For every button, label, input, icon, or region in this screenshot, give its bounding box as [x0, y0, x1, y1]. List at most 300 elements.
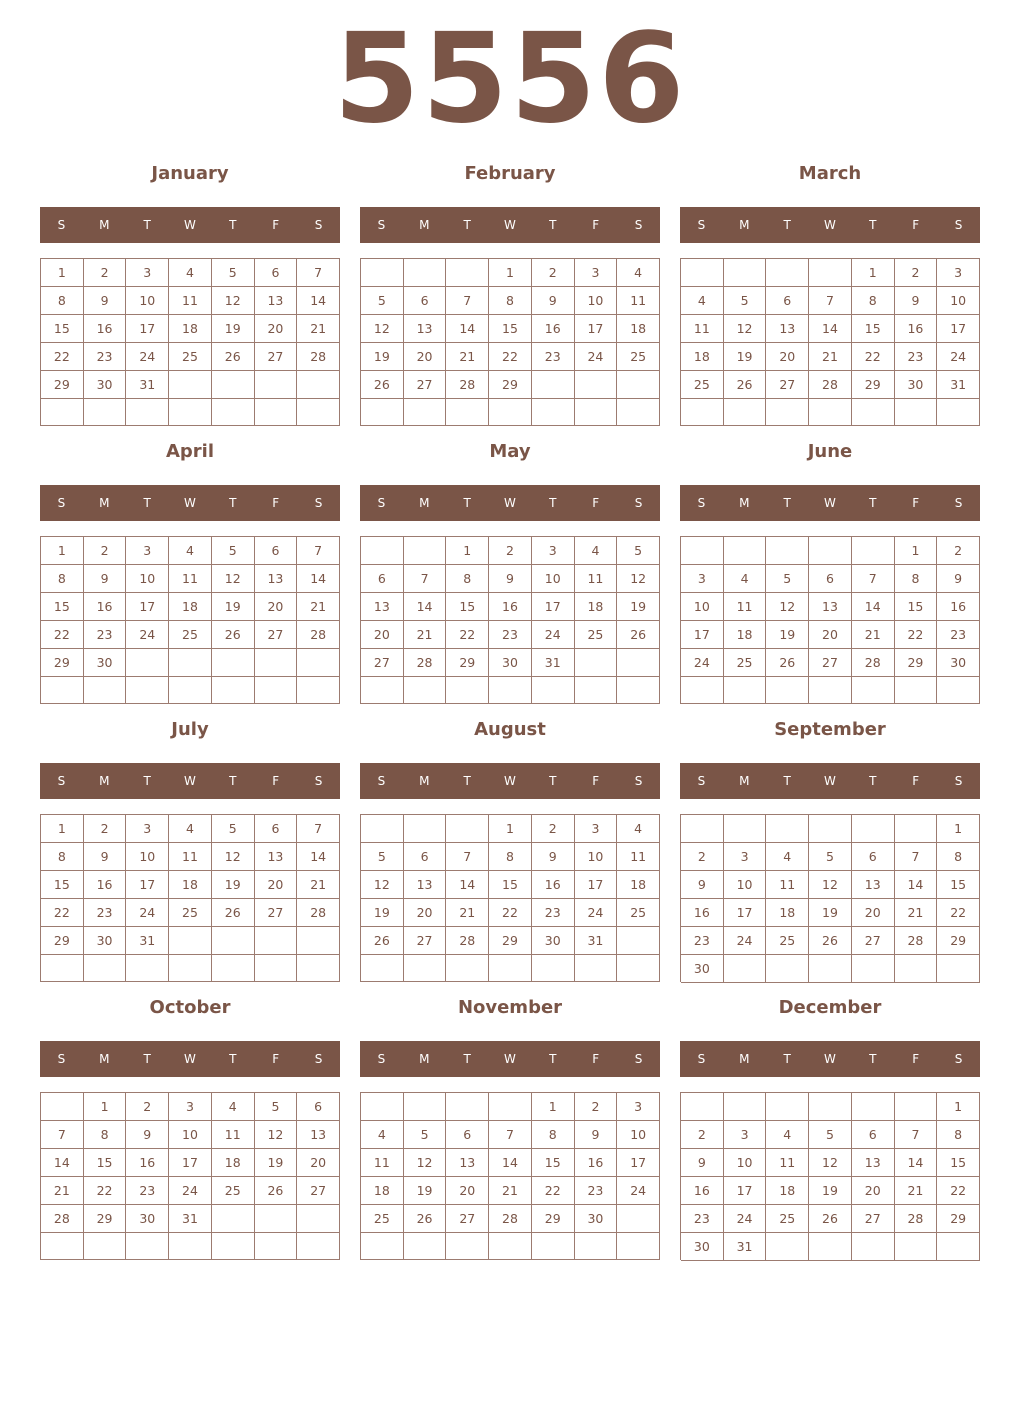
day-cell[interactable]: 25 — [617, 343, 660, 371]
day-cell[interactable]: 21 — [404, 621, 447, 649]
day-cell[interactable]: 22 — [84, 1177, 127, 1205]
day-cell[interactable]: 12 — [255, 1121, 298, 1149]
day-cell[interactable]: 19 — [361, 343, 404, 371]
day-cell[interactable]: 2 — [895, 259, 938, 287]
day-cell[interactable]: 29 — [937, 1205, 980, 1233]
day-cell[interactable]: 20 — [255, 871, 298, 899]
day-cell[interactable]: 16 — [532, 315, 575, 343]
day-cell[interactable]: 17 — [681, 621, 724, 649]
day-cell[interactable]: 25 — [212, 1177, 255, 1205]
day-cell[interactable]: 12 — [361, 871, 404, 899]
day-cell[interactable]: 18 — [361, 1177, 404, 1205]
day-cell[interactable]: 30 — [681, 1233, 724, 1261]
day-cell[interactable]: 2 — [532, 815, 575, 843]
day-cell[interactable]: 1 — [937, 815, 980, 843]
day-cell[interactable]: 4 — [681, 287, 724, 315]
day-cell[interactable]: 21 — [297, 871, 340, 899]
day-cell[interactable]: 1 — [937, 1093, 980, 1121]
day-cell[interactable]: 9 — [84, 287, 127, 315]
day-cell[interactable]: 11 — [361, 1149, 404, 1177]
day-cell[interactable]: 26 — [404, 1205, 447, 1233]
day-cell[interactable]: 27 — [361, 649, 404, 677]
day-cell[interactable]: 4 — [617, 259, 660, 287]
day-cell[interactable]: 23 — [84, 343, 127, 371]
day-cell[interactable]: 12 — [766, 593, 809, 621]
day-cell[interactable]: 23 — [532, 343, 575, 371]
day-cell[interactable]: 27 — [255, 343, 298, 371]
day-cell[interactable]: 9 — [126, 1121, 169, 1149]
day-cell[interactable]: 9 — [575, 1121, 618, 1149]
day-cell[interactable]: 24 — [126, 343, 169, 371]
day-cell[interactable]: 7 — [41, 1121, 84, 1149]
day-cell[interactable]: 10 — [126, 843, 169, 871]
day-cell[interactable]: 16 — [84, 871, 127, 899]
day-cell[interactable]: 5 — [255, 1093, 298, 1121]
day-cell[interactable]: 13 — [852, 1149, 895, 1177]
day-cell[interactable]: 27 — [404, 927, 447, 955]
day-cell[interactable]: 28 — [809, 371, 852, 399]
day-cell[interactable]: 20 — [852, 1177, 895, 1205]
day-cell[interactable]: 25 — [169, 899, 212, 927]
day-cell[interactable]: 1 — [852, 259, 895, 287]
day-cell[interactable]: 28 — [895, 927, 938, 955]
day-cell[interactable]: 23 — [489, 621, 532, 649]
day-cell[interactable]: 16 — [575, 1149, 618, 1177]
day-cell[interactable]: 16 — [681, 1177, 724, 1205]
day-cell[interactable]: 11 — [575, 565, 618, 593]
day-cell[interactable]: 16 — [84, 593, 127, 621]
day-cell[interactable]: 7 — [895, 1121, 938, 1149]
day-cell[interactable]: 7 — [446, 843, 489, 871]
day-cell[interactable]: 13 — [255, 565, 298, 593]
day-cell[interactable]: 13 — [361, 593, 404, 621]
day-cell[interactable]: 10 — [126, 565, 169, 593]
day-cell[interactable]: 29 — [489, 927, 532, 955]
day-cell[interactable]: 15 — [446, 593, 489, 621]
day-cell[interactable]: 12 — [404, 1149, 447, 1177]
day-cell[interactable]: 20 — [766, 343, 809, 371]
day-cell[interactable]: 9 — [895, 287, 938, 315]
day-cell[interactable]: 13 — [297, 1121, 340, 1149]
day-cell[interactable]: 8 — [532, 1121, 575, 1149]
day-cell[interactable]: 24 — [681, 649, 724, 677]
day-cell[interactable]: 3 — [126, 259, 169, 287]
day-cell[interactable]: 1 — [895, 537, 938, 565]
day-cell[interactable]: 24 — [575, 343, 618, 371]
day-cell[interactable]: 7 — [895, 843, 938, 871]
day-cell[interactable]: 22 — [41, 343, 84, 371]
day-cell[interactable]: 11 — [617, 287, 660, 315]
day-cell[interactable]: 5 — [766, 565, 809, 593]
day-cell[interactable]: 21 — [446, 343, 489, 371]
day-cell[interactable]: 21 — [297, 593, 340, 621]
day-cell[interactable]: 30 — [84, 649, 127, 677]
day-cell[interactable]: 9 — [84, 843, 127, 871]
day-cell[interactable]: 21 — [297, 315, 340, 343]
day-cell[interactable]: 11 — [617, 843, 660, 871]
day-cell[interactable]: 11 — [212, 1121, 255, 1149]
day-cell[interactable]: 16 — [489, 593, 532, 621]
day-cell[interactable]: 25 — [766, 927, 809, 955]
day-cell[interactable]: 25 — [169, 343, 212, 371]
day-cell[interactable]: 15 — [532, 1149, 575, 1177]
day-cell[interactable]: 27 — [446, 1205, 489, 1233]
day-cell[interactable]: 29 — [532, 1205, 575, 1233]
day-cell[interactable]: 9 — [532, 843, 575, 871]
day-cell[interactable]: 12 — [212, 287, 255, 315]
day-cell[interactable]: 10 — [724, 1149, 767, 1177]
day-cell[interactable]: 3 — [724, 843, 767, 871]
day-cell[interactable]: 19 — [212, 593, 255, 621]
day-cell[interactable]: 10 — [681, 593, 724, 621]
day-cell[interactable]: 23 — [84, 899, 127, 927]
day-cell[interactable]: 13 — [446, 1149, 489, 1177]
day-cell[interactable]: 2 — [681, 1121, 724, 1149]
day-cell[interactable]: 31 — [937, 371, 980, 399]
day-cell[interactable]: 19 — [766, 621, 809, 649]
day-cell[interactable]: 9 — [84, 565, 127, 593]
day-cell[interactable]: 8 — [41, 565, 84, 593]
day-cell[interactable]: 2 — [126, 1093, 169, 1121]
day-cell[interactable]: 6 — [446, 1121, 489, 1149]
day-cell[interactable]: 16 — [84, 315, 127, 343]
day-cell[interactable]: 6 — [255, 259, 298, 287]
day-cell[interactable]: 25 — [169, 621, 212, 649]
day-cell[interactable]: 17 — [169, 1149, 212, 1177]
day-cell[interactable]: 30 — [84, 371, 127, 399]
day-cell[interactable]: 12 — [809, 1149, 852, 1177]
day-cell[interactable]: 20 — [809, 621, 852, 649]
day-cell[interactable]: 24 — [617, 1177, 660, 1205]
day-cell[interactable]: 20 — [255, 315, 298, 343]
day-cell[interactable]: 24 — [724, 927, 767, 955]
day-cell[interactable]: 17 — [724, 899, 767, 927]
day-cell[interactable]: 6 — [852, 1121, 895, 1149]
day-cell[interactable]: 10 — [575, 843, 618, 871]
day-cell[interactable]: 8 — [446, 565, 489, 593]
day-cell[interactable]: 13 — [255, 843, 298, 871]
day-cell[interactable]: 22 — [895, 621, 938, 649]
day-cell[interactable]: 1 — [489, 259, 532, 287]
day-cell[interactable]: 14 — [446, 315, 489, 343]
day-cell[interactable]: 23 — [681, 927, 724, 955]
day-cell[interactable]: 27 — [852, 927, 895, 955]
day-cell[interactable]: 31 — [126, 927, 169, 955]
day-cell[interactable]: 15 — [937, 1149, 980, 1177]
day-cell[interactable]: 26 — [766, 649, 809, 677]
day-cell[interactable]: 9 — [681, 1149, 724, 1177]
day-cell[interactable]: 17 — [126, 315, 169, 343]
day-cell[interactable]: 3 — [575, 259, 618, 287]
day-cell[interactable]: 29 — [84, 1205, 127, 1233]
day-cell[interactable]: 25 — [766, 1205, 809, 1233]
day-cell[interactable]: 20 — [404, 899, 447, 927]
day-cell[interactable]: 2 — [937, 537, 980, 565]
day-cell[interactable]: 5 — [404, 1121, 447, 1149]
day-cell[interactable]: 22 — [41, 621, 84, 649]
day-cell[interactable]: 11 — [169, 843, 212, 871]
day-cell[interactable]: 20 — [361, 621, 404, 649]
day-cell[interactable]: 4 — [766, 843, 809, 871]
day-cell[interactable]: 29 — [41, 649, 84, 677]
day-cell[interactable]: 29 — [446, 649, 489, 677]
day-cell[interactable]: 26 — [361, 371, 404, 399]
day-cell[interactable]: 25 — [724, 649, 767, 677]
day-cell[interactable]: 4 — [575, 537, 618, 565]
day-cell[interactable]: 26 — [724, 371, 767, 399]
day-cell[interactable]: 5 — [617, 537, 660, 565]
day-cell[interactable]: 20 — [852, 899, 895, 927]
day-cell[interactable]: 26 — [212, 343, 255, 371]
day-cell[interactable]: 2 — [681, 843, 724, 871]
day-cell[interactable]: 29 — [41, 371, 84, 399]
day-cell[interactable]: 3 — [724, 1121, 767, 1149]
day-cell[interactable]: 23 — [681, 1205, 724, 1233]
day-cell[interactable]: 31 — [169, 1205, 212, 1233]
day-cell[interactable]: 2 — [575, 1093, 618, 1121]
day-cell[interactable]: 8 — [41, 287, 84, 315]
day-cell[interactable]: 28 — [852, 649, 895, 677]
day-cell[interactable]: 23 — [895, 343, 938, 371]
day-cell[interactable]: 12 — [361, 315, 404, 343]
day-cell[interactable]: 22 — [937, 899, 980, 927]
day-cell[interactable]: 27 — [297, 1177, 340, 1205]
day-cell[interactable]: 3 — [937, 259, 980, 287]
day-cell[interactable]: 30 — [895, 371, 938, 399]
day-cell[interactable]: 15 — [937, 871, 980, 899]
day-cell[interactable]: 27 — [255, 621, 298, 649]
day-cell[interactable]: 22 — [489, 899, 532, 927]
day-cell[interactable]: 22 — [446, 621, 489, 649]
day-cell[interactable]: 25 — [575, 621, 618, 649]
day-cell[interactable]: 18 — [169, 593, 212, 621]
day-cell[interactable]: 28 — [446, 371, 489, 399]
day-cell[interactable]: 14 — [852, 593, 895, 621]
day-cell[interactable]: 6 — [255, 815, 298, 843]
day-cell[interactable]: 13 — [809, 593, 852, 621]
day-cell[interactable]: 19 — [404, 1177, 447, 1205]
day-cell[interactable]: 20 — [446, 1177, 489, 1205]
day-cell[interactable]: 27 — [852, 1205, 895, 1233]
day-cell[interactable]: 14 — [297, 843, 340, 871]
day-cell[interactable]: 14 — [41, 1149, 84, 1177]
day-cell[interactable]: 18 — [617, 315, 660, 343]
day-cell[interactable]: 5 — [361, 287, 404, 315]
day-cell[interactable]: 13 — [766, 315, 809, 343]
day-cell[interactable]: 17 — [575, 871, 618, 899]
day-cell[interactable]: 22 — [937, 1177, 980, 1205]
day-cell[interactable]: 18 — [212, 1149, 255, 1177]
day-cell[interactable]: 13 — [852, 871, 895, 899]
day-cell[interactable]: 26 — [255, 1177, 298, 1205]
day-cell[interactable]: 15 — [41, 871, 84, 899]
day-cell[interactable]: 29 — [895, 649, 938, 677]
day-cell[interactable]: 24 — [126, 621, 169, 649]
day-cell[interactable]: 30 — [489, 649, 532, 677]
day-cell[interactable]: 11 — [724, 593, 767, 621]
day-cell[interactable]: 8 — [41, 843, 84, 871]
day-cell[interactable]: 13 — [255, 287, 298, 315]
day-cell[interactable]: 9 — [681, 871, 724, 899]
day-cell[interactable]: 22 — [852, 343, 895, 371]
day-cell[interactable]: 17 — [724, 1177, 767, 1205]
day-cell[interactable]: 6 — [404, 287, 447, 315]
day-cell[interactable]: 8 — [489, 843, 532, 871]
day-cell[interactable]: 26 — [617, 621, 660, 649]
day-cell[interactable]: 11 — [169, 287, 212, 315]
day-cell[interactable]: 30 — [532, 927, 575, 955]
day-cell[interactable]: 10 — [617, 1121, 660, 1149]
day-cell[interactable]: 17 — [617, 1149, 660, 1177]
day-cell[interactable]: 14 — [297, 287, 340, 315]
day-cell[interactable]: 27 — [404, 371, 447, 399]
day-cell[interactable]: 1 — [41, 537, 84, 565]
day-cell[interactable]: 28 — [404, 649, 447, 677]
day-cell[interactable]: 2 — [489, 537, 532, 565]
day-cell[interactable]: 5 — [212, 537, 255, 565]
day-cell[interactable]: 1 — [84, 1093, 127, 1121]
day-cell[interactable]: 13 — [404, 871, 447, 899]
day-cell[interactable]: 29 — [41, 927, 84, 955]
day-cell[interactable]: 23 — [575, 1177, 618, 1205]
day-cell[interactable]: 2 — [532, 259, 575, 287]
day-cell[interactable]: 22 — [41, 899, 84, 927]
day-cell[interactable]: 30 — [84, 927, 127, 955]
day-cell[interactable]: 21 — [809, 343, 852, 371]
day-cell[interactable]: 27 — [255, 899, 298, 927]
day-cell[interactable]: 19 — [724, 343, 767, 371]
day-cell[interactable]: 17 — [126, 593, 169, 621]
day-cell[interactable]: 16 — [937, 593, 980, 621]
day-cell[interactable]: 31 — [575, 927, 618, 955]
day-cell[interactable]: 6 — [361, 565, 404, 593]
day-cell[interactable]: 8 — [895, 565, 938, 593]
day-cell[interactable]: 21 — [489, 1177, 532, 1205]
day-cell[interactable]: 4 — [169, 259, 212, 287]
day-cell[interactable]: 14 — [489, 1149, 532, 1177]
day-cell[interactable]: 4 — [169, 537, 212, 565]
day-cell[interactable]: 2 — [84, 537, 127, 565]
day-cell[interactable]: 17 — [532, 593, 575, 621]
day-cell[interactable]: 21 — [895, 1177, 938, 1205]
day-cell[interactable]: 18 — [575, 593, 618, 621]
day-cell[interactable]: 7 — [297, 537, 340, 565]
day-cell[interactable]: 7 — [297, 259, 340, 287]
day-cell[interactable]: 8 — [937, 843, 980, 871]
day-cell[interactable]: 19 — [212, 315, 255, 343]
day-cell[interactable]: 12 — [617, 565, 660, 593]
day-cell[interactable]: 12 — [212, 843, 255, 871]
day-cell[interactable]: 24 — [126, 899, 169, 927]
day-cell[interactable]: 3 — [575, 815, 618, 843]
day-cell[interactable]: 28 — [41, 1205, 84, 1233]
day-cell[interactable]: 5 — [212, 259, 255, 287]
day-cell[interactable]: 3 — [532, 537, 575, 565]
day-cell[interactable]: 25 — [617, 899, 660, 927]
day-cell[interactable]: 23 — [126, 1177, 169, 1205]
day-cell[interactable]: 30 — [937, 649, 980, 677]
day-cell[interactable]: 17 — [126, 871, 169, 899]
day-cell[interactable]: 6 — [297, 1093, 340, 1121]
day-cell[interactable]: 4 — [212, 1093, 255, 1121]
day-cell[interactable]: 11 — [169, 565, 212, 593]
day-cell[interactable]: 21 — [852, 621, 895, 649]
day-cell[interactable]: 15 — [489, 871, 532, 899]
day-cell[interactable]: 10 — [575, 287, 618, 315]
day-cell[interactable]: 5 — [809, 843, 852, 871]
day-cell[interactable]: 10 — [169, 1121, 212, 1149]
day-cell[interactable]: 26 — [361, 927, 404, 955]
day-cell[interactable]: 30 — [126, 1205, 169, 1233]
day-cell[interactable]: 6 — [766, 287, 809, 315]
day-cell[interactable]: 4 — [724, 565, 767, 593]
day-cell[interactable]: 4 — [169, 815, 212, 843]
day-cell[interactable]: 29 — [937, 927, 980, 955]
day-cell[interactable]: 30 — [575, 1205, 618, 1233]
day-cell[interactable]: 12 — [212, 565, 255, 593]
day-cell[interactable]: 28 — [489, 1205, 532, 1233]
day-cell[interactable]: 6 — [255, 537, 298, 565]
day-cell[interactable]: 13 — [404, 315, 447, 343]
day-cell[interactable]: 14 — [404, 593, 447, 621]
day-cell[interactable]: 15 — [489, 315, 532, 343]
day-cell[interactable]: 7 — [297, 815, 340, 843]
day-cell[interactable]: 8 — [489, 287, 532, 315]
day-cell[interactable]: 18 — [681, 343, 724, 371]
day-cell[interactable]: 19 — [809, 1177, 852, 1205]
day-cell[interactable]: 25 — [681, 371, 724, 399]
day-cell[interactable]: 5 — [361, 843, 404, 871]
day-cell[interactable]: 19 — [809, 899, 852, 927]
day-cell[interactable]: 20 — [255, 593, 298, 621]
day-cell[interactable]: 29 — [489, 371, 532, 399]
day-cell[interactable]: 5 — [809, 1121, 852, 1149]
day-cell[interactable]: 14 — [895, 871, 938, 899]
day-cell[interactable]: 6 — [404, 843, 447, 871]
day-cell[interactable]: 25 — [361, 1205, 404, 1233]
day-cell[interactable]: 23 — [532, 899, 575, 927]
day-cell[interactable]: 29 — [852, 371, 895, 399]
day-cell[interactable]: 5 — [212, 815, 255, 843]
day-cell[interactable]: 28 — [895, 1205, 938, 1233]
day-cell[interactable]: 3 — [169, 1093, 212, 1121]
day-cell[interactable]: 10 — [126, 287, 169, 315]
day-cell[interactable]: 26 — [212, 899, 255, 927]
day-cell[interactable]: 21 — [895, 899, 938, 927]
day-cell[interactable]: 12 — [809, 871, 852, 899]
day-cell[interactable]: 3 — [126, 815, 169, 843]
day-cell[interactable]: 31 — [126, 371, 169, 399]
day-cell[interactable]: 14 — [297, 565, 340, 593]
day-cell[interactable]: 14 — [895, 1149, 938, 1177]
day-cell[interactable]: 16 — [895, 315, 938, 343]
day-cell[interactable]: 8 — [84, 1121, 127, 1149]
day-cell[interactable]: 18 — [169, 315, 212, 343]
day-cell[interactable]: 10 — [532, 565, 575, 593]
day-cell[interactable]: 24 — [532, 621, 575, 649]
day-cell[interactable]: 10 — [937, 287, 980, 315]
day-cell[interactable]: 2 — [84, 815, 127, 843]
day-cell[interactable]: 11 — [681, 315, 724, 343]
day-cell[interactable]: 16 — [126, 1149, 169, 1177]
day-cell[interactable]: 6 — [852, 843, 895, 871]
day-cell[interactable]: 1 — [41, 815, 84, 843]
day-cell[interactable]: 9 — [937, 565, 980, 593]
day-cell[interactable]: 18 — [169, 871, 212, 899]
day-cell[interactable]: 20 — [297, 1149, 340, 1177]
day-cell[interactable]: 7 — [404, 565, 447, 593]
day-cell[interactable]: 3 — [617, 1093, 660, 1121]
